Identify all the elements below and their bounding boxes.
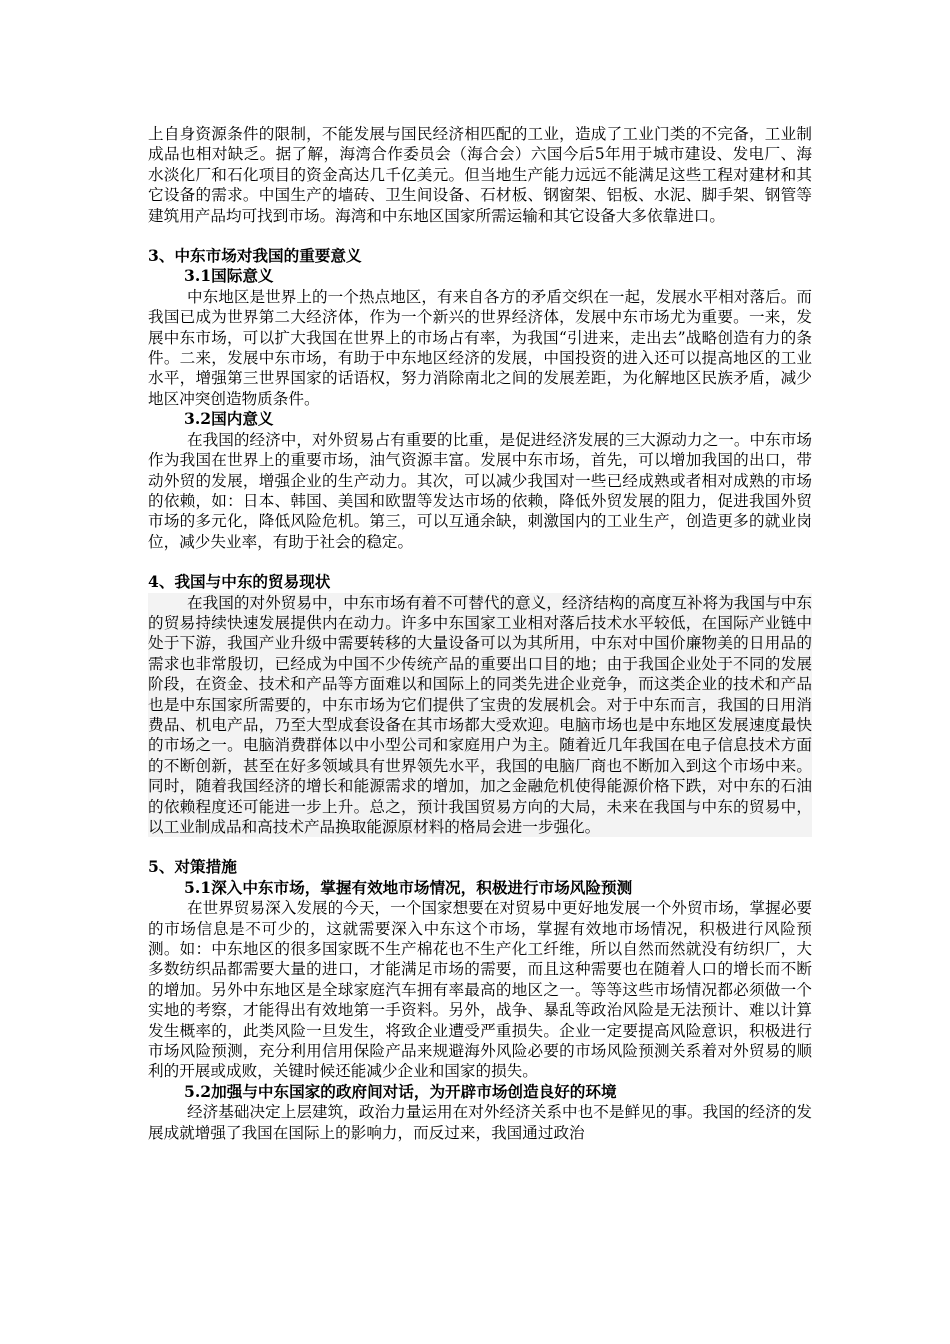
body-paragraph: 中东地区是世界上的一个热点地区，有来自各方的矛盾交织在一起，发展水平相对落后。而我国已成为世界第二大经济体，作为一个新兴的世界经济体，发展中东市场尤为重要。一来，发展中东市场，可以扩大我国在世界上的市场占有率，为我国“引进来，走出去”战略创造有力的条件。二来，发展中东市场，有助于中东地区经济的发展，中国投资的进入还可以提高地区的工业水平，增强第三世界国家的话语权，努力消除南北之间的发展差距，为化解地区民族矛盾，减少地区冲突创造物质条件。 xyxy=(148,287,812,408)
subsection-heading: 3.2国内意义 xyxy=(184,409,274,429)
blank-line xyxy=(148,226,812,246)
subsection-heading: 3.1国际意义 xyxy=(184,266,274,286)
document-body xyxy=(148,124,812,1143)
body-paragraph: 经济基础决定上层建筑，政治力量运用在对外经济关系中也不是鲜见的事。我国的经济的发展成就增强了我国在国际上的影响力，而反过来，我国通过政治 xyxy=(148,1103,812,1142)
body-paragraph: 在世界贸易深入发展的今天，一个国家想要在对贸易中更好地发展一个外贸市场，掌握必要的市场信息是不可少的，这就需要深入中东这个市场，掌握有效地市场情况，积极进行风险预测。如：中东地区的很多国家既不生产棉花也不生产化工纤维，所以自然而然就没有纺织厂，大多数纺织品都需要大量的进口，才能满足市场的需要，而且这种需要也在随着人口的增长而不断的增加。另外中东地区是全球家庭汽车拥有率最高的地区之一。等等这些市场情况都必须做一个实地的考察，才能得出有效地第一手资料。另外，战争、暴乱等政治风险是无法预计、难以计算发生概率的，此类风险一旦发生，将致企业遭受严重损失。企业一定要提高风险意识，积极进行市场风险预测，充分利用信用保险产品来规避海外风险必要的市场风险预测关系着对外贸易的顺利的开展或成败，关键时候还能减少企业和国家的损失。 xyxy=(148,899,812,1081)
subsection-heading: 5.2加强与中东国家的政府间对话，为开辟市场创造良好的环境 xyxy=(184,1081,617,1101)
blank-line xyxy=(148,552,812,572)
body-paragraph: 在我国的经济中，对外贸易占有重要的比重，是促进经济发展的三大源动力之一。中东市场作为我国在世界上的重要市场，油气资源丰富。发展中东市场，首先，可以增加我国的出口，带动外贸的发展，增强企业的生产动力。其次，可以减少我国对一些已经成熟或者相对成熟的市场的依赖，如：日本、韩国、美国和欧盟等发达市场的依赖，降低外贸发展的阻力，促进我国外贸市场的多元化，降低风险危机。第三，可以互通余缺，刺激国内的工业生产，创造更多的就业岗位，减少失业率，有助于社会的稳定。 xyxy=(148,430,812,551)
body-paragraph: 上自身资源条件的限制，不能发展与国民经济相匹配的工业，造成了工业门类的不完备，工业制成品也相对缺乏。据了解，海湾合作委员会（海合会）六国今后5年用于城市建设、发电厂、海水淡化厂和石化项目的资金高达几千亿美元。但当地生产能力远远不能满足这些工程对建材和其它设备的需求。中国生产的墙砖、卫生间设备、石材板、钢窗架、铝板、水泥、脚手架、钢管等建筑用产品均可找到市场。海湾和中东地区国家所需运输和其它设备大多依靠进口。 xyxy=(148,125,812,225)
body-paragraph: 在我国的对外贸易中，中东市场有着不可替代的意义，经济结构的高度互补将为我国与中东的贸易持续快速发展提供内在动力。许多中东国家工业相对落后技术水平较低，在国际产业链中处于下游，我国产业升级中需要转移的大量设备可以为其所用，中东对中国价廉物美的日用品的需求也非常殷切，已经成为中国不少传统产品的重要出口目的地；由于我国企业处于不同的发展阶段，在资金、技术和产品等方面难以和国际上的同类先进企业竞争，而这类企业的技术和产品也是中东国家所需要的，中东市场为它们提供了宝贵的发展机会。对于中东而言，我国的日用消费品、机电产品，乃至大型成套设备在其市场都大受欢迎。电脑市场也是中东地区发展速度最快的市场之一。电脑消费群体以中小型公司和家庭用户为主。随着近几年我国在电子信息技术方面的不断创新，甚至在好多领域具有世界领先水平，我国的电脑厂商也不断加入到这个市场中来。同时，随着我国经济的增长和能源需求的增加，加之金融危机使得能源价格下跌，对中东的石油的依赖程度还可能进一步上升。总之，预计我国贸易方向的大局，未来在我国与中东的贸易中，以工业制成品和高技术产品换取能源原材料的格局会进一步强化。 xyxy=(148,593,812,836)
section-heading: 4、我国与中东的贸易现状 xyxy=(148,572,331,592)
blank-line xyxy=(148,837,812,857)
subsection-heading: 5.1深入中东市场，掌握有效地市场情况，积极进行市场风险预测 xyxy=(184,877,633,897)
section-heading: 3、中东市场对我国的重要意义 xyxy=(148,246,362,266)
section-heading: 5、对策措施 xyxy=(148,857,237,877)
